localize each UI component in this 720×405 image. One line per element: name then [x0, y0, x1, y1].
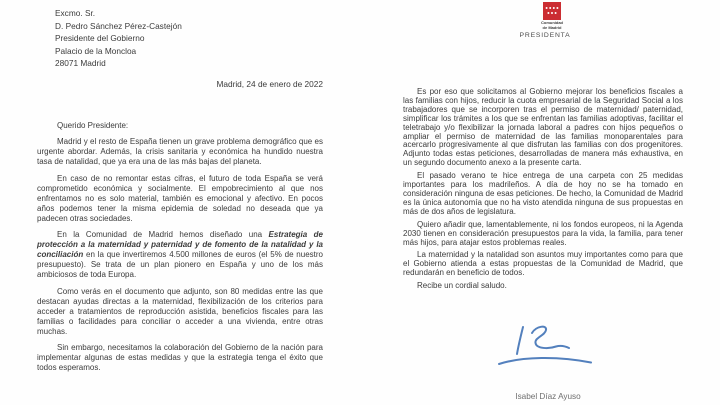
strategy-emphasis-text: Estrategia de protección a la maternidad y paternidad y de fomento de la natalidad y la conciliación: [37, 230, 323, 259]
logo-caption: [535, 21, 569, 30]
paragraph-text: en la que invertiremos 4.500 millones de euros (el 5% de nuestro presupuesto). Se trata de un plan pionero en España y uno de los más ambiciosos de toda Europa.: [37, 250, 323, 279]
recipient-line: D. Pedro Sánchez Pérez-Castejón: [55, 20, 182, 31]
logo-caption-line: de Madrid: [542, 24, 562, 30]
letter-body-page2: [403, 84, 683, 291]
dateline: Madrid, 24 de enero de 2022: [216, 79, 323, 89]
recipient-line: Excmo. Sr.: [55, 8, 96, 18]
letter-paragraph: En caso de no remontar estas cifras, el futuro de toda España se verá comprometido económica y socialmente. El empobrecimiento al que nos enfrentamos no es solo material, también es emocional y afectivo. En pocos años podemos tener la misma epidemia de soledad no deseada que ya padecen otras sociedades.: [37, 173, 323, 223]
sender-title: PRESIDENTA: [519, 32, 571, 39]
recipient-line: Presidente del Gobierno: [55, 33, 145, 44]
letter-paragraph: Quiero añadir que, lamentablemente, ni los fondos europeos, ni la Agenda 2030 tienen en consideración presupuestos para la vida, la familia, para tener más hijos, para atajar estos problemas reales.: [403, 219, 683, 247]
recipient-address-block: [55, 7, 182, 70]
letter-paragraph: La maternidad y la natalidad son asuntos muy importantes como para que el Gobierno atienda a estas propuestas de la Comunidad de Madrid, que redundarán en beneficio de todos.: [403, 250, 683, 278]
logo-caption-line: Comunidad: [541, 20, 563, 25]
letter-paragraph: Madrid y el resto de España tienen un grave problema demográfico que es urgente abordar. Además, la crisis sanitaria y económica ha hundido nuestra tasa de natalidad, que ya era una de las más bajas del planeta.: [37, 137, 323, 166]
letter-paragraph: Como verás en el documento que adjunto, son 80 medidas entre las que destacan ayudas directas a la maternidad, flexibilización de los criterios para acceder a tratamientos de reproducción asistida, beneficios fiscales para las familias o facilidades para conciliar o acceder a una vivienda, entre otras muchas.: [37, 286, 323, 336]
letter-paragraph-strategy: [37, 230, 323, 280]
salutation: Querido Presidente:: [57, 120, 129, 130]
paragraph-text: En la Comunidad de Madrid hemos diseñado una: [57, 230, 269, 239]
letter-paragraph: El pasado verano te hice entrega de una carpeta con 25 medidas importantes para los madrileños. A día de hoy no se ha tomado en consideración ninguna de esas peticiones. De hecho, la Comunidad de Madrid es la única autonomía que no ha visto atendida ninguna de sus propuestas en más de dos años de legislatura.: [403, 171, 683, 216]
letter-paragraph: Es por eso que solicitamos al Gobierno mejorar los beneficios fiscales a las familias con hijos, reducir la cuota empresarial de la Seguridad Social a los trabajadores que se incorporen tras el permiso de maternidad/ paternidad, simplificar los trámites a los que se enfrentan las familias adoptivas, facilitar el teletrabajo y/o flexibilizar la jornada laboral a padres con hijos pequeños o ampliar el permiso de maternidad de las familias monoparentales para acercarlo progresivamente al que disfrutan las familias con dos progenitores. Adjunto todas estas peticiones, desarrolladas de manera más exhaustiva, en un segundo documento anexo a la presente carta.: [403, 87, 683, 168]
letter-paragraph: Sin embargo, necesitamos la colaboración del Gobierno de la nación para implementar algunas de estas medidas y que la estrategia tenga el éxito que todos esperamos.: [37, 343, 323, 372]
recipient-line: 28071 Madrid: [55, 58, 106, 69]
letter-body-page1: [37, 114, 323, 373]
signer-name: Isabel Díaz Ayuso: [515, 392, 581, 401]
handwritten-signature-icon: [492, 318, 598, 381]
recipient-line: Palacio de la Moncloa: [55, 45, 137, 56]
closing-salute: Recibe un cordial saludo.: [417, 281, 507, 291]
